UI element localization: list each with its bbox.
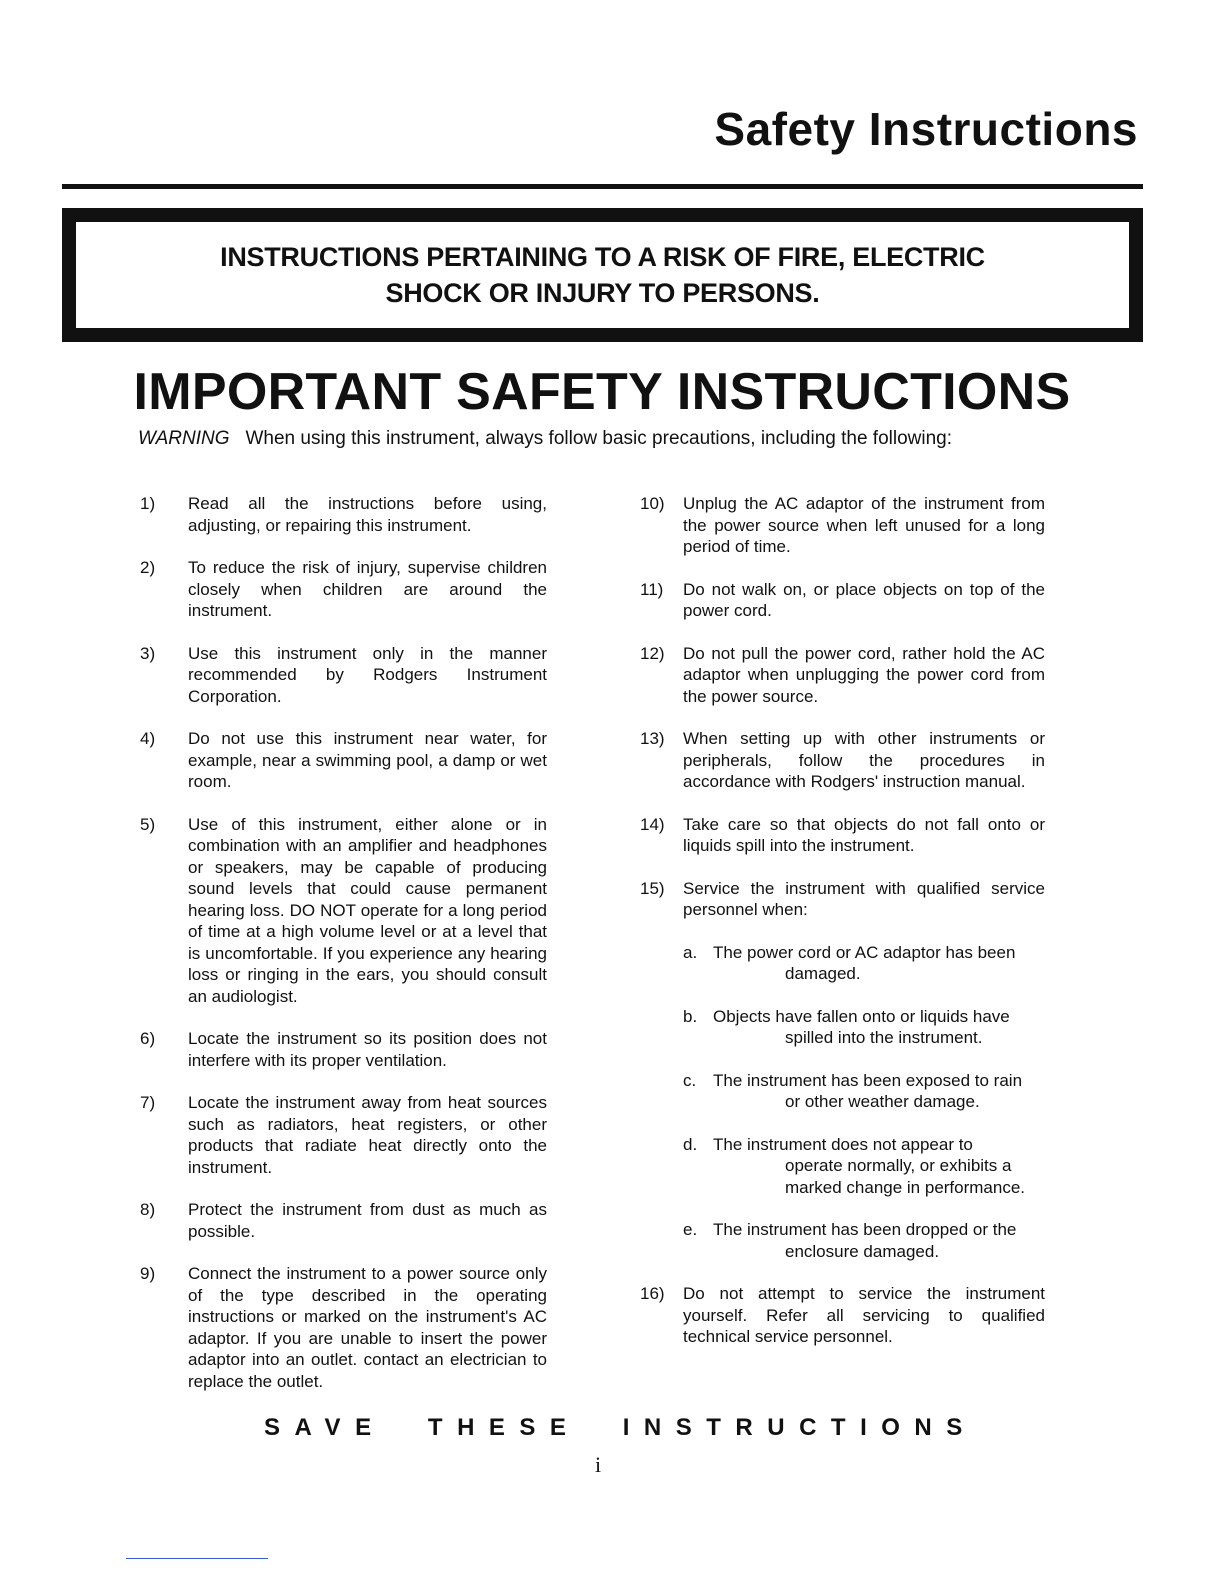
list-item [640,643,1045,708]
list-item [640,579,1045,622]
item-text: Take care so that objects do not fall onto or liquids spill into the instrument. [683,814,1045,855]
item-text: Locate the instrument so its position does not interfere with its proper ventilation. [188,1029,547,1070]
sub-item-letter: c. [683,1070,697,1090]
risk-warning-box [62,208,1143,342]
item-number: 5) [140,814,156,834]
item-number: 10) [640,494,665,513]
list-item [640,814,1045,857]
list-item [640,1283,1045,1348]
item-text: Protect the instrument from dust as much as possible. [188,1200,547,1241]
right-column [640,493,1045,1369]
item-text: Do not walk on, or place objects on top of the power cord. [683,579,1045,620]
risk-warning-text [220,239,985,311]
page-title: Safety Instructions [714,103,1138,155]
item-text: Service the instrument with qualified service personnel when: [683,878,1045,919]
list-item [140,814,547,1008]
left-column [140,493,547,1413]
item-text: When setting up with other instruments or peripherals, follow the procedures in accordance with Rodgers' instruction manual. [683,729,1045,791]
sub-item-letter: e. [683,1220,698,1239]
item-text: Connect the instrument to a power source only of the type described in the operating instructions or marked on the instrument's AC adaptor. If you are unable to insert the power adaptor into an outlet. contact an electrician to replace the outlet. [188,1264,547,1391]
item-text: Use of this instrument, either alone or in combination with an amplifier and headphones or speakers, may be capable of producing sound levels that could cause permanent hearing loss. DO NOT operate for a long period of time at a high volume level or at a level that is uncomfortable. If you experience any hearing loss or ringing in the ears, you should consult an audiologist. [188,814,547,1006]
item-number: 7) [140,1093,156,1112]
item-number: 9) [140,1264,156,1283]
item-text: Do not pull the power cord, rather hold the AC adaptor when unplugging the power cord from the power source. [683,643,1045,706]
sub-item [683,1134,1045,1199]
list-item [140,1199,547,1242]
list-item [140,1028,547,1071]
item-text: Use this instrument only in the manner recommended by Rodgers Instrument Corporation. [188,643,547,706]
warning-label: WARNING [138,428,230,449]
sub-item-line2: spilled into the instrument. [785,1028,983,1047]
item-text: Do not use this instrument near water, for example, near a swimming pool, a damp or wet room. [188,729,547,791]
list-item [140,643,547,708]
sub-item [683,942,1045,985]
sub-item-line1: The instrument has been exposed to rain [713,1070,1023,1090]
sub-item-line2: operate normally, or exhibits a marked change in performance. [785,1156,1026,1197]
sub-item [683,1006,1045,1049]
list-item [640,878,1045,921]
risk-line-2: SHOCK OR INJURY TO PERSONS. [385,278,820,308]
list-item [140,557,547,622]
risk-line-1: INSTRUCTIONS PERTAINING TO A RISK OF FIRE, ELECTRIC [220,242,985,272]
warning-line [138,428,952,450]
sub-item-line2: enclosure damaged. [785,1241,940,1261]
sub-item-letter: d. [683,1134,698,1154]
item-text: Read all the instructions before using, adjusting, or repairing this instrument. [188,494,547,535]
list-item [140,728,547,793]
item-number: 2) [140,558,156,577]
item-number: 15) [640,878,665,898]
main-heading: IMPORTANT SAFETY INSTRUCTIONS [133,363,1071,421]
page-number: i [594,1452,602,1477]
item-number: 16) [640,1284,665,1303]
list-item [140,1092,547,1178]
item-number: 6) [140,1029,156,1048]
item-number: 13) [640,729,665,748]
item-number: 11) [640,579,664,599]
sub-item-letter: a. [683,942,698,962]
sub-item-line1: The power cord or AC adaptor has been [713,942,1016,962]
footnote-rule [126,1558,268,1559]
save-instructions: SAVE THESE INSTRUCTIONS [264,1414,977,1441]
sub-item-line2: or other weather damage. [785,1092,980,1111]
sub-item-line1: The instrument has been dropped or the [713,1220,1017,1239]
sub-item-letter: b. [683,1006,698,1026]
list-item [640,728,1045,793]
list-item [640,493,1045,558]
item-number: 12) [640,643,665,663]
item-text: Locate the instrument away from heat sources such as radiators, heat registers, or other products that radiate heat directly onto the instrument. [188,1093,547,1177]
item-number: 8) [140,1200,156,1219]
item-number: 3) [140,643,156,663]
title-rule [62,184,1143,189]
sub-item [683,1219,1045,1262]
item-text: Do not attempt to service the instrument yourself. Refer all servicing to qualified technical service personnel. [683,1284,1045,1346]
list-item [140,493,547,536]
item-number: 1) [140,494,156,513]
sub-item-line1: Objects have fallen onto or liquids have [713,1006,1010,1026]
sub-item-line1: The instrument does not appear to [713,1134,973,1154]
item-text: To reduce the risk of injury, supervise children closely when children are around the instrument. [188,558,547,620]
warning-text: When using this instrument, always follow basic precautions, including the following: [245,428,953,449]
item-number: 14) [640,814,665,834]
sub-item [683,1070,1045,1113]
item-number: 4) [140,729,156,748]
list-item [140,1263,547,1392]
item-text: Unplug the AC adaptor of the instrument from the power source when left unused for a long period of time. [683,494,1045,556]
sub-item-line2: damaged. [785,964,861,983]
